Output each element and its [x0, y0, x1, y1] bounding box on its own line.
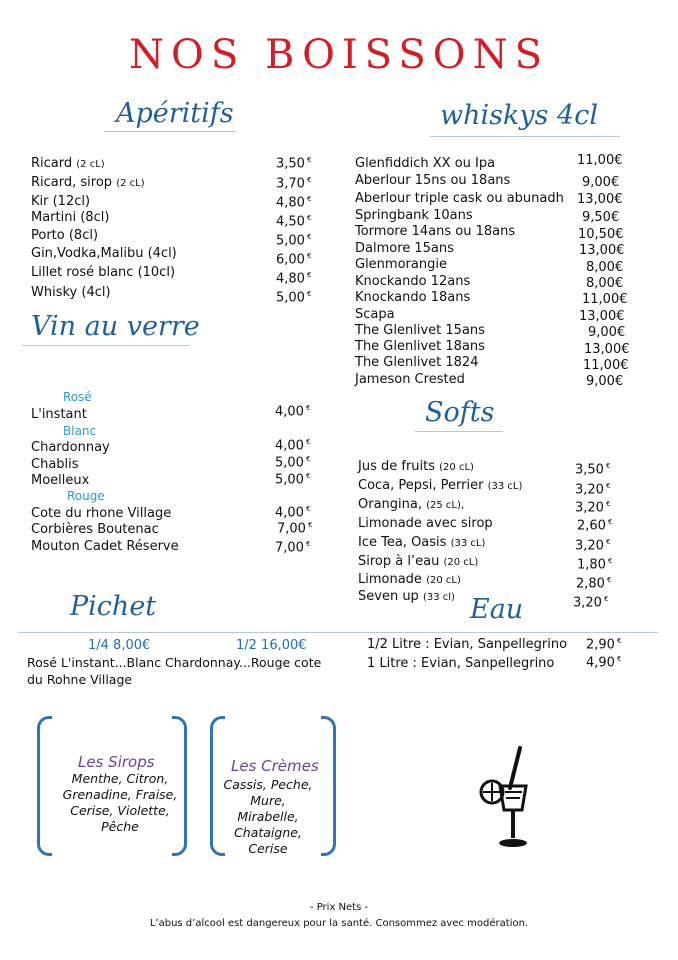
cremes-line: Chataigne,	[234, 825, 302, 840]
price: 7,00 €	[275, 540, 311, 556]
price: 2,60 €	[577, 518, 613, 534]
list-item: Seven up (33 cl)	[358, 589, 455, 604]
price: 13,00€	[577, 192, 623, 207]
list-item: Whisky (4cl)	[31, 285, 111, 300]
price: 9,50€	[582, 210, 620, 225]
category-rose: Rosé	[63, 390, 92, 404]
cremes-line: Cassis, Peche,	[223, 777, 313, 792]
price: 4,00 €	[275, 438, 311, 454]
pichet-divider	[18, 632, 658, 633]
price: 3,20 €	[573, 595, 609, 611]
sirops-heading: Les Sirops	[78, 753, 155, 771]
cremes-list	[214, 777, 322, 857]
sirops-line: Grenadine, Fraise,	[62, 787, 178, 802]
price: 4,50 €	[276, 214, 312, 230]
cremes-bracket-right	[321, 716, 336, 856]
sirops-list	[50, 771, 190, 835]
softs-heading: Softs	[425, 397, 495, 428]
aperitifs-underline	[104, 131, 236, 132]
price: 3,50 €	[575, 462, 611, 478]
list-item: The Glenlivet 18ans	[355, 339, 485, 354]
price: 5,00 €	[275, 472, 311, 488]
whiskys-underline	[430, 136, 620, 137]
price: 4,00 €	[275, 404, 311, 420]
list-item: Ricard, sirop (2 cL)	[31, 175, 145, 190]
price: 4,80 €	[276, 195, 312, 211]
list-item: Jameson Crested	[355, 372, 465, 387]
price: 4,80 €	[276, 271, 312, 287]
cremes-line: Cerise	[248, 841, 288, 856]
list-item: Limonade (20 cL)	[358, 572, 461, 587]
list-item: Moelleux	[31, 473, 90, 488]
list-item: Gin,Vodka,Malibu (4cl)	[31, 246, 177, 261]
list-item: Lillet rosé blanc (10cl)	[31, 265, 176, 280]
pichet-quarter-price: 1/4 8,00€	[88, 638, 151, 653]
price: 11,00€	[583, 358, 629, 373]
price: 8,00€	[586, 260, 624, 275]
list-item: Corbières Boutenac	[31, 522, 159, 537]
list-item: 1/2 Litre : Evian, Sanpellegrino	[367, 637, 568, 652]
cremes-heading: Les Crèmes	[231, 757, 319, 775]
list-item: Dalmore 15ans	[355, 241, 454, 256]
pichet-description-line1: Rosé L'instant...Blanc Chardonnay...Rouge cote	[27, 655, 322, 670]
sirops-line: Cerise, Violette,	[70, 803, 170, 818]
list-item: Mouton Cadet Réserve	[31, 539, 179, 554]
list-item: Scapa	[355, 307, 395, 322]
footer-disclaimer: L’abus d’alcool est dangereux pour la santé. Consommez avec modération.	[149, 918, 529, 929]
aperitifs-heading: Apéritifs	[116, 98, 234, 129]
price: 4,90 €	[586, 655, 622, 671]
pichet-heading: Pichet	[70, 591, 157, 622]
price: 13,00€	[579, 243, 625, 258]
list-item: Sirop à l’eau (20 cL)	[358, 554, 479, 569]
price: 3,20 €	[575, 500, 611, 516]
price: 3,70 €	[276, 176, 312, 192]
cocktail-glass-icon	[476, 746, 536, 850]
category-blanc: Blanc	[63, 424, 97, 438]
list-item: Glenmorangie	[355, 257, 447, 272]
list-item: Porto (8cl)	[31, 228, 99, 243]
price: 5,00 €	[276, 233, 312, 249]
vin-heading: Vin au verre	[31, 311, 200, 342]
price: 6,00 €	[276, 252, 312, 268]
list-item: L'instant	[31, 407, 87, 422]
pichet-description-line2: du Rohne Village	[27, 672, 133, 687]
list-item: Ice Tea, Oasis (33 cL)	[358, 535, 486, 550]
list-item: Orangina, (25 cL),	[358, 497, 465, 512]
price: 11,00€	[582, 292, 628, 307]
list-item: Knockando 18ans	[355, 290, 471, 305]
list-item: Martini (8cl)	[31, 210, 110, 225]
price: 11,00€	[577, 153, 623, 168]
price: 3,50 €	[276, 156, 312, 172]
price: 5,00 €	[275, 455, 311, 471]
price: 13,00€	[584, 342, 630, 357]
list-item: Aberlour triple cask ou abunadh	[355, 191, 564, 206]
list-item: Aberlour 15ns ou 18ans	[355, 173, 511, 188]
list-item: Springbank 10ans	[355, 208, 473, 223]
price: 2,90 €	[586, 637, 622, 653]
list-item: Jus de fruits (20 cL)	[358, 459, 474, 474]
price: 13,00€	[579, 309, 625, 324]
price: 9,00€	[582, 175, 620, 190]
list-item: Cote du rhone Village	[31, 506, 172, 521]
price: 7,00 €	[277, 521, 313, 537]
pichet-half-price: 1/2 16,00€	[236, 638, 307, 653]
list-item: Knockando 12ans	[355, 274, 471, 289]
list-item: Chablis	[31, 457, 79, 472]
price: 4,00 €	[275, 505, 311, 521]
price: 3,20 €	[575, 482, 611, 498]
footer-prix-nets: - Prix Nets -	[309, 902, 369, 913]
list-item: The Glenlivet 1824	[355, 355, 479, 370]
price: 9,00€	[588, 325, 626, 340]
page-title: NOS BOISSONS	[129, 32, 549, 78]
list-item: Glenfiddich XX ou Ipa	[355, 156, 496, 171]
softs-underline	[415, 431, 503, 432]
cremes-line: Mirabelle,	[237, 809, 299, 824]
list-item: 1 Litre : Evian, Sanpellegrino	[367, 656, 555, 671]
price: 2,80 €	[576, 576, 612, 592]
sirops-line: Menthe, Citron,	[71, 771, 169, 786]
eau-heading: Eau	[470, 594, 524, 625]
cremes-line: Mure,	[250, 793, 286, 808]
list-item: Coca, Pepsi, Perrier (33 cL)	[358, 478, 523, 493]
list-item: The Glenlivet 15ans	[355, 323, 485, 338]
price: 9,00€	[586, 374, 624, 389]
sirops-line: Pêche	[101, 819, 139, 834]
list-item: Limonade avec sirop	[358, 516, 493, 531]
price: 5,00 €	[276, 290, 312, 306]
category-rouge: Rouge	[67, 489, 105, 503]
price: 1,80 €	[577, 557, 613, 573]
price: 8,00€	[586, 276, 624, 291]
price: 3,20 €	[575, 538, 611, 554]
list-item: Chardonnay	[31, 440, 110, 455]
whiskys-heading: whiskys 4cl	[440, 100, 598, 131]
list-item: Tormore 14ans ou 18ans	[355, 224, 516, 239]
price: 10,50€	[578, 227, 624, 242]
list-item: Kir (12cl)	[31, 194, 91, 209]
list-item: Ricard (2 cL)	[31, 156, 105, 171]
vin-underline	[22, 345, 190, 346]
